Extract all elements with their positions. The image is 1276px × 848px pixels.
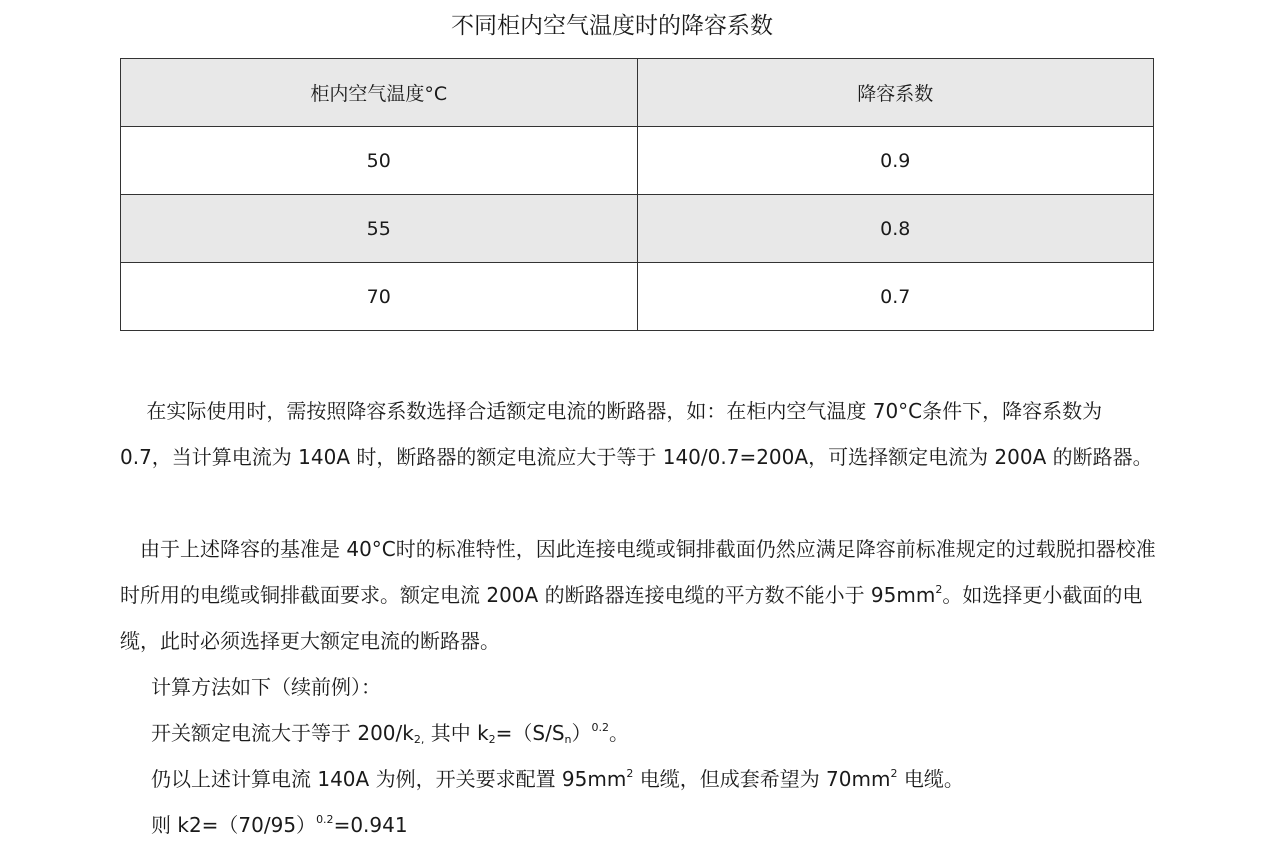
result-text: =0.941 xyxy=(333,813,408,837)
paragraph-cable-section xyxy=(120,526,1160,664)
header-derating-factor: 降容系数 xyxy=(637,59,1154,127)
header-temperature: 柜内空气温度°C xyxy=(121,59,638,127)
table-row xyxy=(121,127,1154,195)
cell-temperature: 55 xyxy=(121,195,638,263)
superscript: 0.2 xyxy=(316,813,334,826)
example-text: 电缆，但成套希望为 70mm xyxy=(633,767,891,791)
table-header-row xyxy=(121,59,1154,127)
example-text: 仍以上述计算电流 140A 为例，开关要求配置 95mm xyxy=(151,767,627,791)
table-title: 不同柜内空气温度时的降容系数 xyxy=(451,13,773,39)
superscript: 2 xyxy=(935,583,943,596)
cell-factor: 0.9 xyxy=(637,127,1154,195)
cell-temperature: 50 xyxy=(121,127,638,195)
formula-text: ） xyxy=(571,721,592,745)
derating-table xyxy=(120,58,1154,331)
paragraph-derating-usage: 在实际使用时，需按照降容系数选择合适额定电流的断路器，如：在柜内空气温度 70°C条件下，降容系数为 0.7，当计算电流为 140A 时，断路器的额定电流应大于等于 140/0.7=200A，可选择额定电流为 200A 的断路器。 xyxy=(120,399,1153,469)
superscript: 2 xyxy=(890,767,898,780)
example-text: 电缆。 xyxy=(897,767,964,791)
formula-text: =（S/S xyxy=(495,721,565,745)
formula-text: 开关额定电流大于等于 200/k xyxy=(151,721,414,745)
paragraph-text: 由于上述降容的基准是 40°C时的标准特性，因此连接电缆或铜排截面仍然应满足降容前标准规定的过载脱扣器校准时所用的电缆或铜排截面要求。额定电流 200A 的断路器连接电缆的平方数不能小于 95mm xyxy=(120,537,1156,607)
subscript: 2 xyxy=(488,733,496,746)
calc-intro: 计算方法如下（续前例）： xyxy=(151,675,381,699)
formula-line xyxy=(151,710,629,756)
example-line xyxy=(151,756,964,802)
superscript: 0.2 xyxy=(591,721,610,734)
superscript: 2 xyxy=(626,767,634,780)
table-row xyxy=(121,263,1154,331)
cell-temperature: 70 xyxy=(121,263,638,331)
subscript: n xyxy=(564,733,572,746)
formula-text: 其中 k xyxy=(424,721,489,745)
table-row xyxy=(121,195,1154,263)
paragraph-tail: 。如选择更小截面的电缆，此时必须选择更大额定电流的断路器。 xyxy=(120,583,1143,653)
result-line xyxy=(151,802,408,848)
result-text: 则 k2=（70/95） xyxy=(151,813,317,837)
cell-factor: 0.7 xyxy=(637,263,1154,331)
formula-text: 。 xyxy=(609,721,630,745)
cell-factor: 0.8 xyxy=(637,195,1154,263)
subscript: 2, xyxy=(413,733,425,746)
